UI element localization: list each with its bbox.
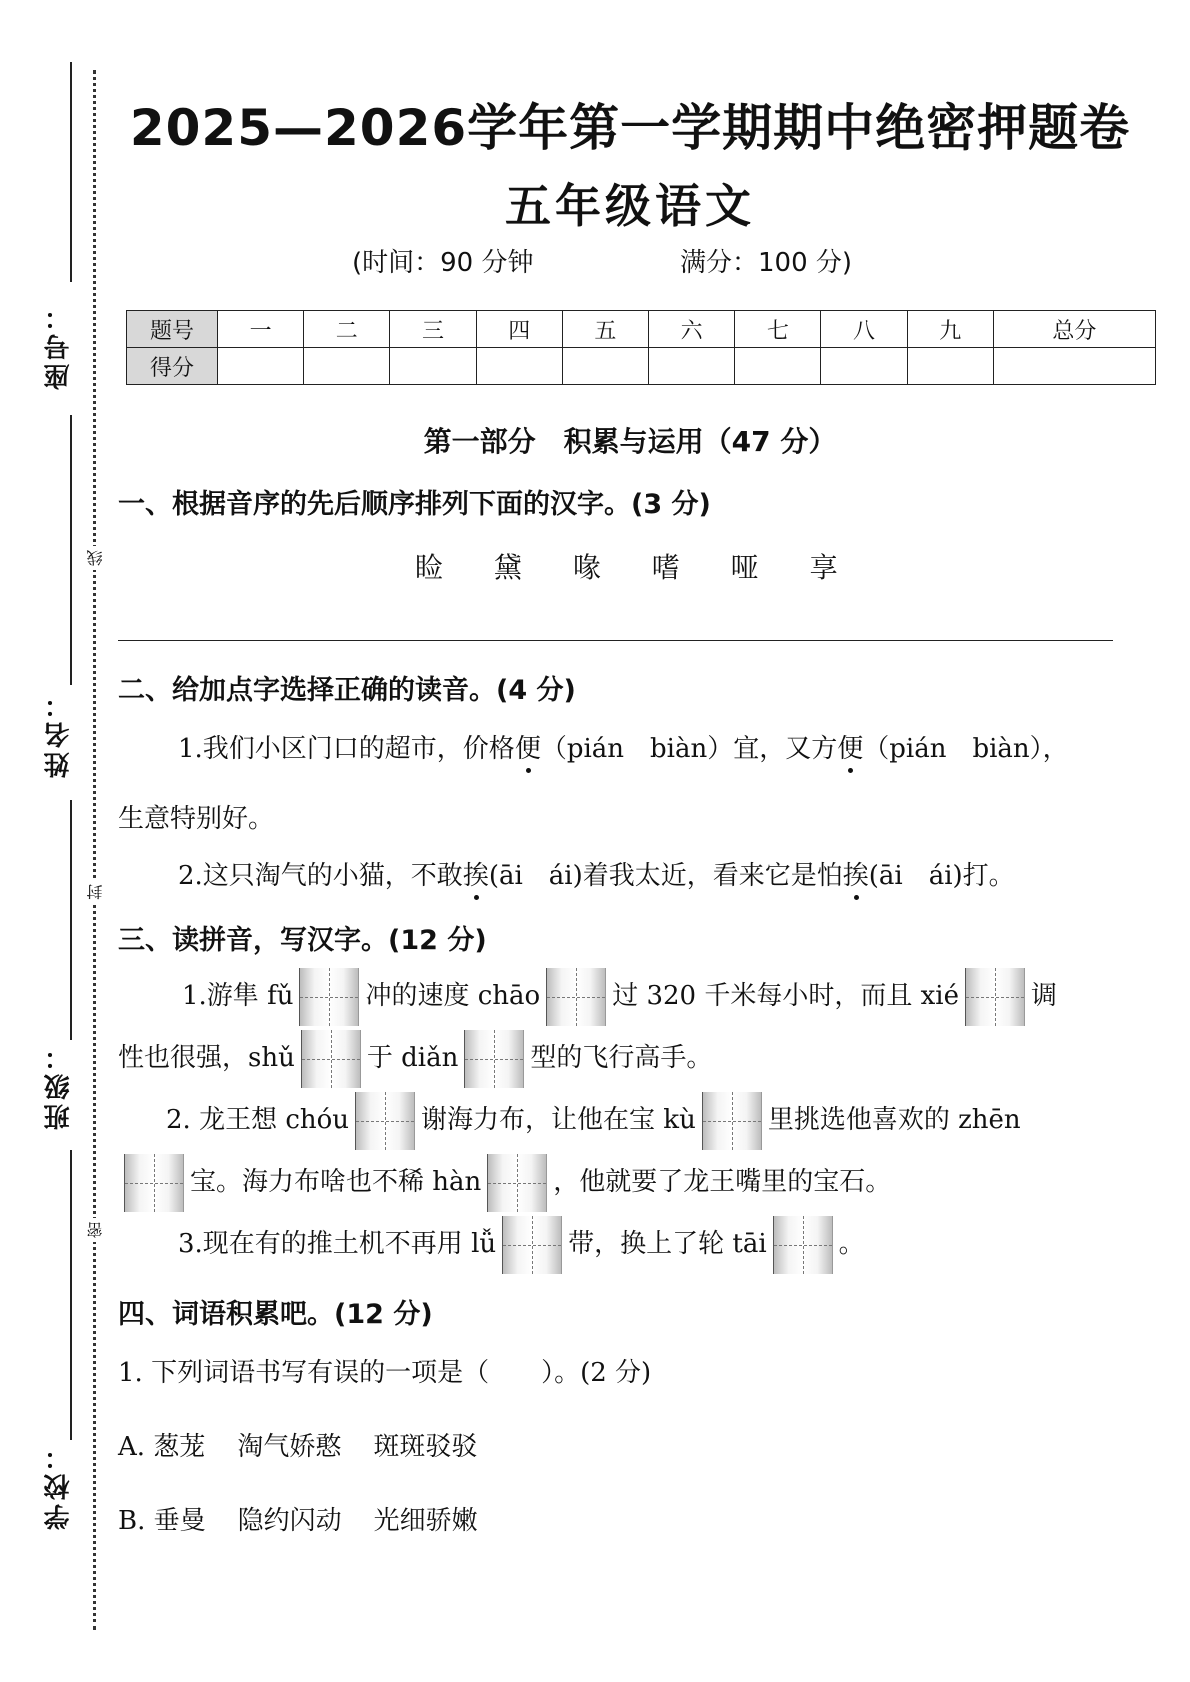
score-col: 总分 [993,311,1155,348]
score-cell[interactable] [390,348,476,385]
cut-mark-seal: 封 [84,880,107,904]
score-cell[interactable] [735,348,821,385]
q3-line3: 2. 龙王想 chóu 谢海力布，让他在宝 kù 里挑选他喜欢的 zhēn [166,1092,1021,1150]
seat-line [70,62,72,282]
score-col: 五 [562,311,648,348]
cut-mark-line: 线 [84,546,107,570]
score-col: 七 [735,311,821,348]
name-label: 姓名： [44,688,74,778]
q1-char: 喙 [572,551,601,584]
class-label: 班级： [44,1040,74,1130]
score-cell[interactable] [304,348,390,385]
score-cell[interactable] [993,348,1155,385]
name-line [70,415,72,685]
q3-line5: 3.现在有的推土机不再用 lǚ 带，换上了轮 tāi 。 [178,1216,865,1274]
q1-answer-line[interactable] [118,640,1113,641]
writing-box[interactable] [965,968,1025,1026]
q1-chars [415,546,880,586]
score-cell[interactable] [218,348,304,385]
writing-box[interactable] [301,1030,361,1088]
q4-option-a[interactable]: A. 葱茏 淘气娇憨 斑斑驳驳 [118,1432,478,1462]
score-cell[interactable] [821,348,907,385]
writing-box[interactable] [502,1216,562,1274]
q1-char: 黛 [493,551,522,584]
dotted-char: 便 [515,728,541,765]
q2-sentence2: 2.这只淘气的小猫，不敢挨(āi ái)着我太近，看来它是怕挨(āi ái)打。 [178,855,1015,892]
writing-box[interactable] [299,968,359,1026]
q2-sentence1: 1.我们小区门口的超市，价格便（pián biàn）宜，又方便（pián biàn）， [178,728,1069,765]
q1-char: 睑 [415,551,444,584]
q1-char: 嗜 [651,551,680,584]
seat-label: 座号： [44,300,74,390]
dotted-char: 便 [837,728,863,765]
school-line [70,1150,72,1440]
score-col: 三 [390,311,476,348]
exam-subtitle: 五年级语文 [505,179,755,233]
score-cell[interactable] [476,348,562,385]
dotted-char: 挨 [843,855,869,892]
score-col: 六 [649,311,735,348]
writing-box[interactable] [124,1154,184,1212]
writing-box[interactable] [546,968,606,1026]
q1-heading: 一、根据音序的先后顺序排列下面的汉字。(3 分) [118,489,711,520]
q3-line1: 1.游隼 fǔ 冲的速度 chāo 过 320 千米每小时，而且 xié 调 [182,968,1057,1026]
exam-full-score: 满分：100 分) [680,248,853,278]
q3-heading: 三、读拼音，写汉字。(12 分) [118,925,487,956]
school-label: 学校： [44,1440,74,1530]
q2-sentence1-cont: 生意特别好。 [118,804,275,834]
class-line [70,800,72,1040]
writing-box[interactable] [355,1092,415,1150]
q3-line2: 性也很强，shǔ 于 diǎn 型的飞行高手。 [118,1030,712,1088]
score-table-header-row [127,311,1156,348]
cut-mark-secret: 密 [84,1218,107,1242]
exam-title: 2025—2026学年第一学期期中绝密押题卷 [129,99,1131,157]
q4-sub1: 1. 下列词语书写有误的一项是（ ）。(2 分) [118,1358,652,1388]
q1-char: 享 [809,551,838,584]
score-table-row2-label: 得分 [127,348,218,385]
score-col: 九 [907,311,993,348]
score-table-row1-label: 题号 [127,311,218,348]
score-cell[interactable] [562,348,648,385]
score-col: 一 [218,311,304,348]
score-col: 八 [821,311,907,348]
exam-time: (时间：90 分钟 [352,248,534,278]
score-cell[interactable] [649,348,735,385]
q1-char: 哑 [730,551,759,584]
score-cell[interactable] [907,348,993,385]
writing-box[interactable] [702,1092,762,1150]
dotted-char: 挨 [463,855,489,892]
writing-box[interactable] [773,1216,833,1274]
q2-heading: 二、给加点字选择正确的读音。(4 分) [118,675,576,706]
q3-line4: 宝。海力布啥也不稀 hàn ，他就要了龙王嘴里的宝石。 [118,1154,891,1212]
q4-option-b[interactable]: B. 垂曼 隐约闪动 光细骄嫩 [118,1506,478,1536]
writing-box[interactable] [464,1030,524,1088]
part1-title: 第一部分 积累与运用（47 分） [423,425,837,458]
score-col: 二 [304,311,390,348]
score-col: 四 [476,311,562,348]
score-table [126,310,1156,385]
score-table-score-row [127,348,1156,385]
q4-heading: 四、词语积累吧。(12 分) [118,1299,433,1330]
cut-line [93,70,96,1630]
writing-box[interactable] [487,1154,547,1212]
